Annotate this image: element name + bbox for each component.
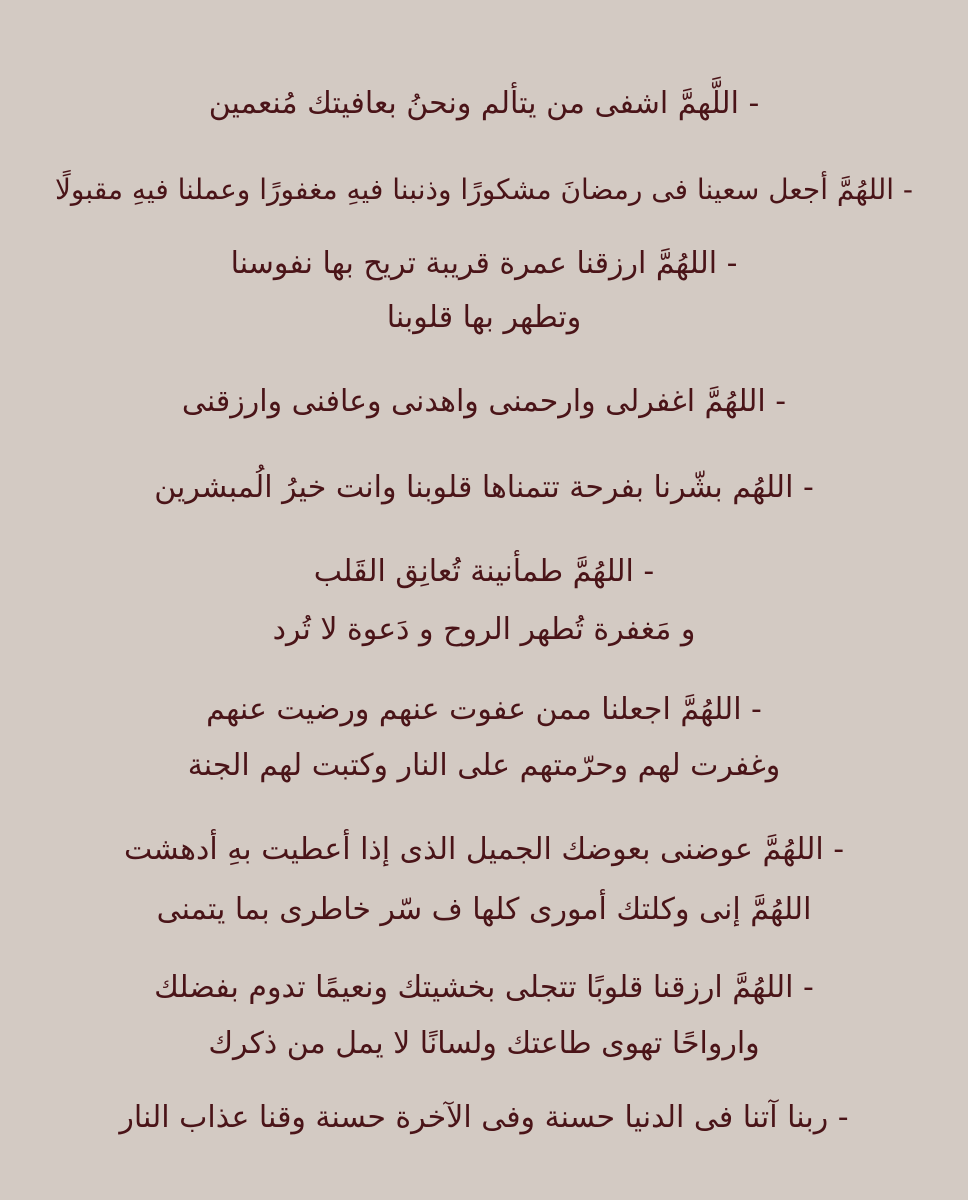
prayer-3-line-1: - اللهُمَّ ارزقنا عمرة قريبة تريح بها نفوسنا [230, 246, 738, 281]
prayer-5-line-1: - اللهُم بشّرنا بفرحة تتمناها قلوبنا وانت خيرُ الُمبشرين [154, 470, 814, 505]
prayer-4-line-1: - اللهُمَّ اغفرلى وارحمنى واهدنى وعافنى وارزقنى [181, 384, 787, 419]
prayer-6-line-1: - اللهُمَّ طمأنينة تُعانِق القَلب [313, 554, 655, 589]
prayer-7-line-2: وغفرت لهم وحرّمتهم على النار وكتبت لهم الجنة [187, 748, 781, 783]
prayer-6-line-2: و مَغفرة تُطهر الروح و دَعوة لا تُرد [272, 612, 696, 647]
prayer-8-line-1: - اللهُمَّ عوضنى بعوضك الجميل الذى إذا أعطيت بهِ أدهشت [123, 832, 845, 867]
prayer-1-line-1: - اللَّهمَّ اشفى من يتألم ونحنُ بعافيتك مُنعمين [208, 86, 760, 121]
prayer-2-line-1: - اللهُمَّ أجعل سعينا فى رمضانَ مشكورًا وذنبنا فيهِ مغفورًا وعملنا فيهِ مقبولًا [54, 173, 914, 206]
prayer-3-line-2: وتطهر بها قلوبنا [386, 300, 582, 335]
prayer-10-line-1: - ربنا آتنا فى الدنيا حسنة وفى الآخرة حسنة وقنا عذاب النار [119, 1100, 849, 1135]
prayer-8-line-2: اللهُمَّ إنى وكلتك أمورى كلها ف سّر خاطرى بما يتمنى [156, 892, 812, 927]
prayer-7-line-1: - اللهُمَّ اجعلنا ممن عفوت عنهم ورضيت عنهم [206, 692, 762, 727]
prayer-9-line-2: وارواحًا تهوى طاعتك ولسانًا لا يمل من ذكرك [208, 1026, 760, 1061]
prayer-9-line-1: - اللهُمَّ ارزقنا قلوبًا تتجلى بخشيتك ونعيمًا تدوم بفضلك [154, 970, 814, 1005]
